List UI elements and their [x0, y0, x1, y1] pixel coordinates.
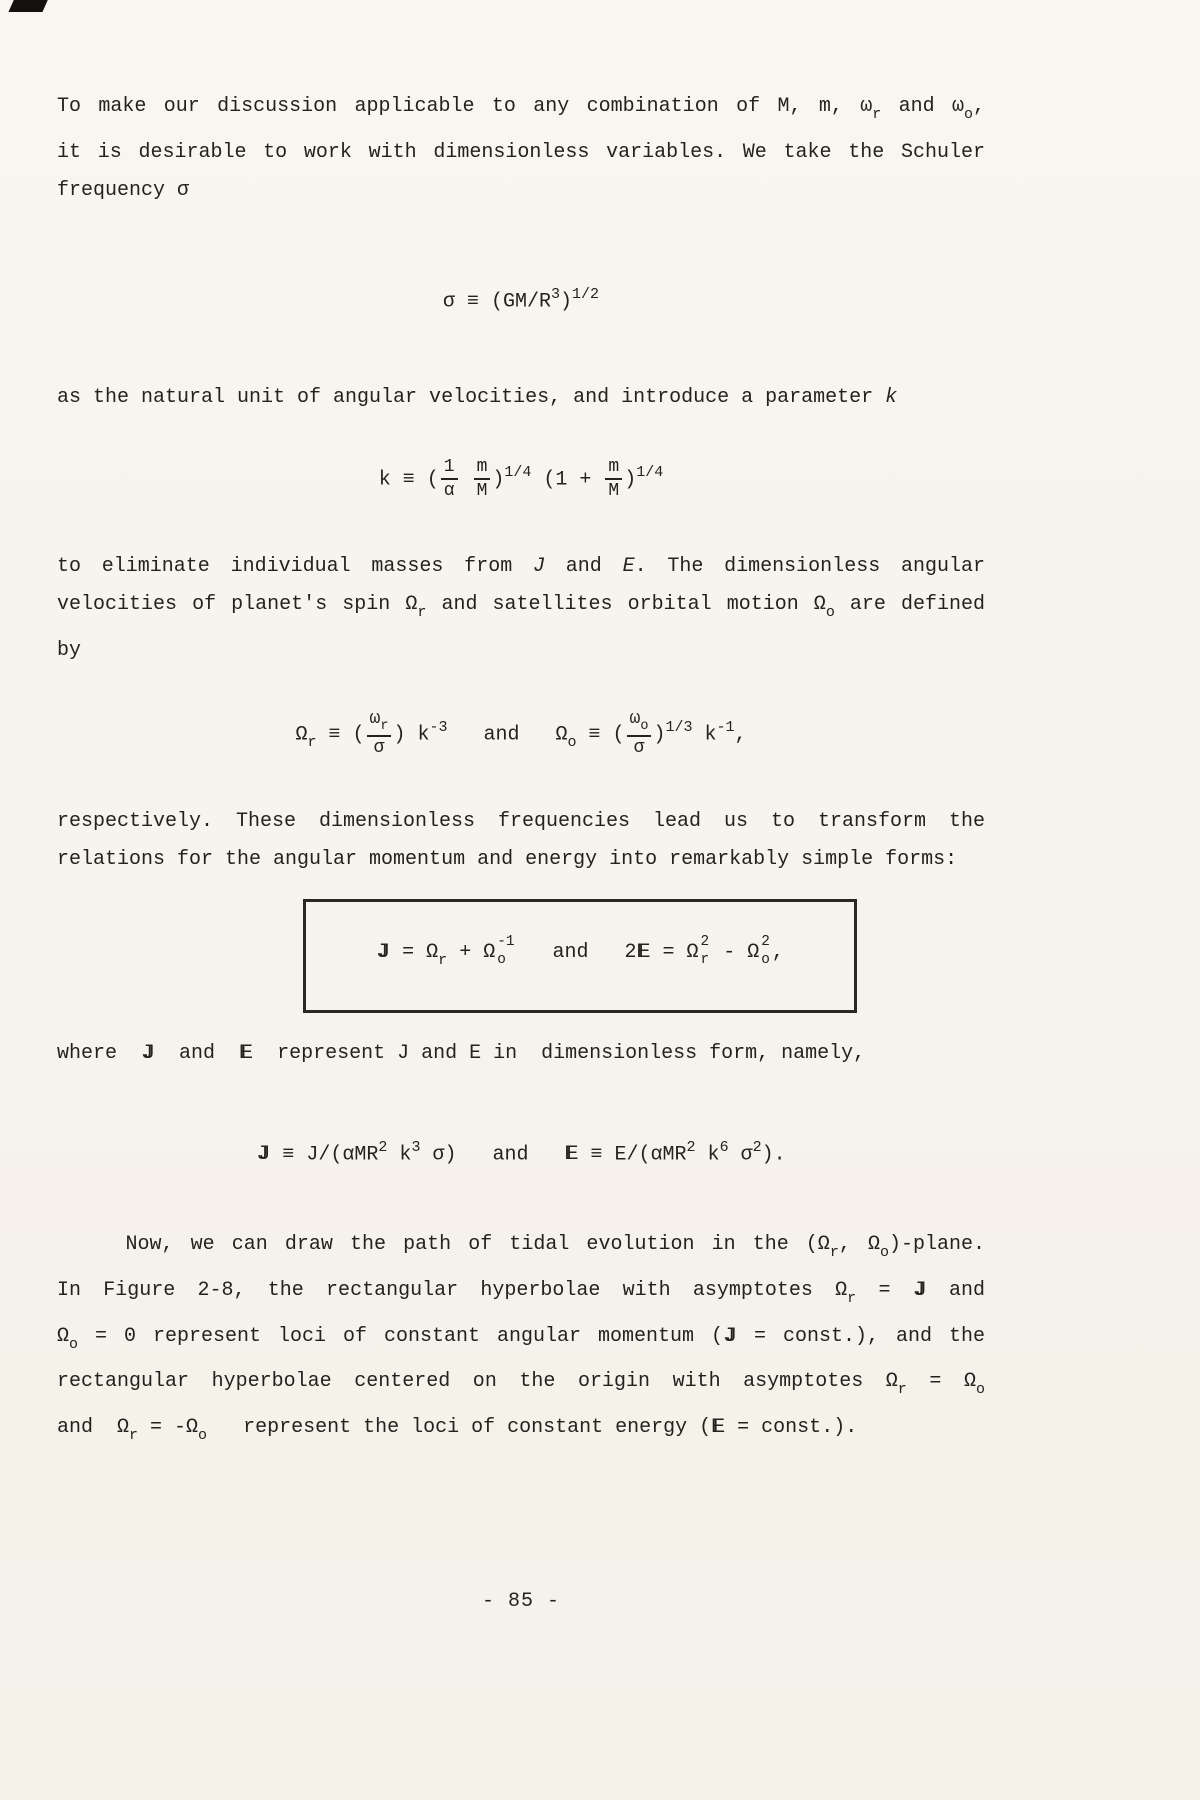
double-struck-letter: J — [723, 1324, 736, 1348]
text-run: ω — [629, 709, 641, 730]
text-run: ) — [653, 723, 666, 747]
double-struck-letter: E — [636, 941, 649, 964]
superscript: 6 — [719, 1138, 729, 1156]
text-run: Now, we can draw the path of tidal evolution in the (Ω — [57, 1233, 830, 1256]
text-run: to eliminate individual masses from — [57, 555, 533, 579]
numerator — [627, 709, 652, 737]
fraction — [627, 709, 652, 758]
double-struck-letter: J — [376, 941, 389, 964]
text-run: ) — [560, 290, 573, 313]
fraction — [367, 709, 392, 758]
superscript: 1/2 — [572, 285, 600, 303]
text-run: ). — [761, 1143, 786, 1166]
text-run: , — [734, 723, 747, 747]
text-run — [460, 468, 472, 491]
subscript: o — [69, 1335, 79, 1353]
subscript: r — [307, 734, 317, 751]
text-run: rectangular hyperbolae centered on the origin with asymptotes Ω — [57, 1370, 898, 1394]
text-line — [57, 88, 985, 134]
sup-sub-stack — [701, 934, 710, 969]
text-run: 1 — [443, 456, 455, 477]
text-run: (1 + — [531, 468, 604, 492]
paragraph-intro — [57, 88, 985, 210]
subscript: o — [497, 951, 506, 968]
text-run: σ — [373, 738, 385, 759]
text-run: Ω — [57, 1324, 70, 1348]
text-run: and Ω — [447, 723, 568, 747]
subscript: r — [380, 719, 389, 735]
equation-schuler-frequency — [57, 274, 985, 323]
double-struck-letter: E — [564, 1143, 577, 1166]
text-run: In Figure 2-8, the rectangular hyperbolae with asymptotes Ω — [57, 1278, 848, 1302]
text-run: )-plane. — [888, 1233, 985, 1256]
text-run: = Ω — [906, 1370, 976, 1394]
denominator — [608, 480, 619, 501]
superscript: 2 — [752, 1138, 762, 1156]
text-run: by — [57, 639, 82, 662]
superscript: -1 — [497, 934, 515, 951]
subscript: o — [963, 105, 973, 123]
text-line — [57, 1363, 985, 1409]
text-run: σ — [728, 1143, 753, 1166]
sup-sub-stack — [497, 934, 514, 969]
page-number: - 85 - — [481, 1589, 560, 1613]
text-line — [57, 1035, 985, 1073]
text-run: ) — [624, 468, 637, 492]
text-run: velocities of planet's spin Ω — [57, 593, 418, 617]
denominator — [477, 480, 488, 501]
text-run: , — [973, 95, 986, 118]
text-run: m — [476, 456, 488, 477]
text-run: and — [155, 1041, 240, 1065]
fraction — [441, 457, 458, 501]
text-run: = Ω — [390, 941, 439, 964]
double-struck-letter: J — [141, 1041, 154, 1065]
text-run: = -Ω — [138, 1416, 199, 1439]
text-run: σ — [633, 738, 645, 759]
text-run: ≡ E/(αMR — [578, 1143, 687, 1166]
denominator — [444, 480, 455, 501]
text-run: Ω — [295, 723, 308, 747]
subscript: o — [567, 734, 577, 751]
text-run: relations for the angular momentum and energy into remarkably simple forms: — [57, 848, 958, 871]
text-run: + Ω — [447, 941, 496, 964]
paragraph-where — [57, 1035, 985, 1073]
superscript: 1/3 — [665, 719, 693, 736]
text-run: and ω — [881, 95, 964, 118]
text-run: ) — [492, 468, 505, 492]
fraction — [474, 457, 491, 501]
equation-dimensionless-velocities — [57, 702, 985, 769]
superscript: 3 — [411, 1138, 421, 1156]
text-run: ) k — [393, 723, 430, 747]
subscript: r — [897, 1381, 907, 1398]
denominator — [634, 737, 645, 758]
text-run: . The dimensionless angular — [634, 555, 985, 579]
text-run: represent J and E in dimensionless form, namely, — [253, 1041, 866, 1065]
scan-artifact — [8, 0, 49, 12]
superscript: 2 — [700, 934, 710, 951]
denominator — [374, 737, 385, 758]
text-line — [57, 134, 985, 172]
subscript: o — [976, 1381, 986, 1398]
paragraph-figure-discussion — [57, 1226, 985, 1455]
text-run: , — [771, 941, 784, 964]
subscript: o — [825, 604, 835, 621]
superscript: -1 — [716, 719, 735, 736]
text-run: m — [608, 456, 620, 477]
text-run: represent the loci of constant energy ( — [207, 1416, 712, 1439]
superscript: 2 — [761, 934, 770, 951]
paragraph-natural-unit — [57, 379, 985, 417]
text-line — [57, 632, 985, 670]
superscript: 3 — [550, 285, 560, 303]
double-struck-letter: J — [912, 1278, 925, 1302]
text-run: and — [926, 1278, 985, 1302]
subscript: r — [872, 105, 882, 123]
text-run: ω — [369, 709, 381, 730]
text-run: σ ≡ (GM/R — [442, 290, 551, 313]
numerator — [441, 457, 458, 480]
italic-symbol: J — [532, 555, 545, 579]
superscript: 1/4 — [504, 464, 532, 481]
text-run: - Ω — [711, 941, 760, 964]
text-run: respectively. These dimensionless frequencies lead us to transform the — [57, 810, 985, 833]
text-run: , Ω — [838, 1233, 880, 1256]
text-run: k — [695, 1143, 720, 1166]
paragraph-respectively — [57, 803, 985, 879]
text-line — [57, 803, 985, 841]
text-run: = const.). — [725, 1416, 858, 1439]
subscript: r — [129, 1426, 139, 1444]
text-run: are defined — [834, 593, 985, 617]
text-run: M — [608, 480, 620, 501]
text-run: ≡ J/(αMR — [270, 1143, 379, 1166]
text-run: = 0 represent loci of constant angular momentum ( — [78, 1324, 723, 1348]
text-line — [57, 1318, 985, 1364]
numerator — [474, 457, 491, 480]
double-struck-letter: E — [239, 1041, 252, 1065]
text-run: = — [856, 1278, 913, 1302]
text-line — [57, 548, 985, 586]
equation-parameter-k — [57, 447, 985, 506]
boxed-equation-content — [318, 930, 842, 984]
text-run: frequency σ — [57, 178, 190, 202]
italic-symbol: E — [622, 555, 635, 579]
text-line — [57, 841, 985, 879]
text-run: and 2 — [516, 941, 637, 964]
text-line — [57, 379, 985, 417]
superscript: 2 — [686, 1138, 696, 1156]
subscript: o — [761, 951, 770, 968]
text-run: = Ω — [650, 941, 699, 964]
double-struck-letter: E — [711, 1416, 724, 1439]
numerator — [605, 457, 622, 480]
text-run: k — [692, 723, 717, 747]
subscript: r — [847, 1289, 857, 1307]
sup-sub-stack — [761, 934, 770, 969]
text-run: ≡ ( — [576, 723, 625, 747]
text-run: and Ω — [57, 1416, 130, 1439]
numerator — [367, 709, 392, 737]
subscript: r — [417, 604, 427, 621]
text-run: To make our discussion applicable to any combination of M, m, ω — [57, 95, 873, 118]
text-run: α — [443, 480, 455, 501]
text-run: where — [57, 1041, 142, 1065]
text-run: ≡ ( — [316, 723, 365, 747]
italic-symbol: k — [885, 386, 898, 409]
text-run: k ≡ ( — [378, 468, 439, 492]
text-run: σ) and — [420, 1143, 565, 1166]
subscript: o — [198, 1426, 208, 1444]
equation-j-e-definitions — [57, 1127, 985, 1176]
subscript: r — [700, 951, 710, 968]
text-run: k — [387, 1143, 412, 1166]
page-content — [57, 0, 985, 1621]
text-run: as the natural unit of angular velocities, and introduce a parameter — [57, 386, 886, 409]
text-run: and — [545, 555, 623, 579]
text-line — [57, 1272, 985, 1318]
text-run: it is desirable to work with dimensionless variables. We take the Schuler — [57, 140, 985, 164]
text-line — [57, 1226, 985, 1272]
subscript: o — [879, 1243, 889, 1261]
text-line — [57, 172, 985, 210]
paragraph-eliminate-masses — [57, 548, 985, 670]
text-line — [57, 586, 985, 632]
text-run: M — [476, 480, 488, 501]
superscript: 1/4 — [636, 464, 664, 481]
superscript: 2 — [378, 1138, 388, 1156]
text-run: = const.), and the — [737, 1324, 985, 1348]
text-run: and satellites orbital motion Ω — [426, 593, 826, 617]
text-line — [57, 1409, 985, 1455]
subscript: r — [829, 1243, 839, 1261]
subscript: r — [438, 951, 448, 969]
boxed-equation — [303, 899, 857, 1013]
double-struck-letter: J — [256, 1143, 269, 1166]
superscript: -3 — [429, 719, 448, 736]
subscript: o — [640, 719, 649, 735]
fraction — [605, 457, 622, 501]
